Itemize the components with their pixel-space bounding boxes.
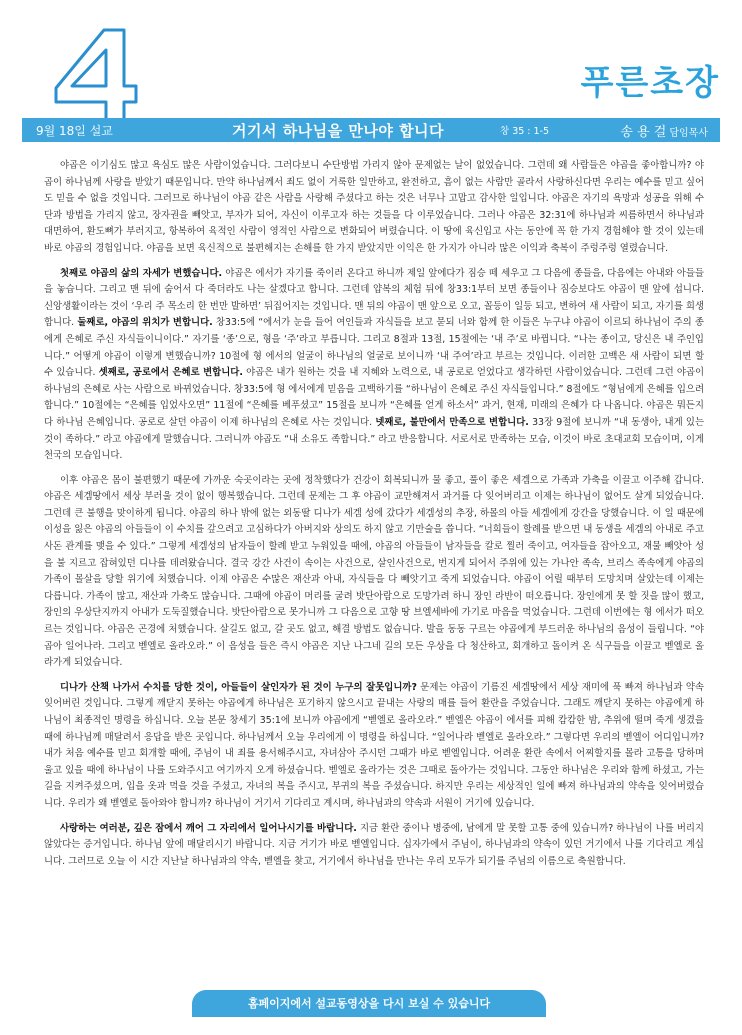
preacher-name: 송 용 걸 [620,124,667,140]
point-4-heading: 넷째로, 불만에서 만족으로 변합니다. [375,416,529,428]
preacher-role: 담임목사 [669,127,708,139]
paragraph-4-text: 문제는 야곱이 기름진 세겜땅에서 세상 재미에 푹 빠져 하나님과 약속 잊어버린 것입니다. 그렇게 깨닫지 못하는 야곱에게 하나님은 포기하지 않으시고 끝내는 사랑의 매를 들어 환란을 주었습니다. 그래도 깨닫지 못하는 야곱에게 하나님이 최종적인 명령을 하십니다. 오늘 본문 창세기 35:1에 보니까 야곱에게 “벧엘로 올라오라.” 벧엘은 야곱이 에서를 피해 캄캄한 밤, 추위에 떨며 죽게 생겼을 때에 하나님께 매달려서 응답을 받은 곳입니다. 하나님께서 오늘 우리에게 이 명령을 하십니다. “일어나라 벧엘로 올라오라.” 그렇다면 우리의 벧엘이 어디입니까? 내가 처음 예수를 믿고 회개할 때에, 주님이 내 죄를 용서해주시고, 자녀삼아 주시던 그때가 바로 벧엘입니다. 어려운 환란 속에서 어찌할지를 몰라 고통을 당하며 울고 있을 때에 하나님이 나를 도와주시고 여기까지 오게 하셨습니다. 벧엘로 올라가는 것은 그때로 돌아가는 것입니다. 그동안 하나님은 우리와 함께 하셨고, 가는 길을 지켜주셨으며, 입을 옷과 먹을 것을 주셨고, 자녀의 복을 주시고, 부귀의 복을 주셨습니다. 하지만 우리는 세상적인 일에 빠져 하나님과의 약속을 잊어버렸습니다. 우리가 왜 벧엘로 돌아와야 합니까? 하나님이 거기서 기다리고 계시며, 하나님과의 약속과 서원이 거기에 있습니다. [44,681,704,809]
point-3-heading: 셋째로, 공로에서 은혜로 변합니다. [98,367,243,379]
sermon-header-bar [22,118,720,142]
point-1-heading: 첫째로 야곱의 삶의 자세가 변했습니다. [60,267,223,279]
sermon-body [44,158,704,878]
point-1-text: 야곱은 에서가 자기를 죽이러 온다고 하니까 제일 앞에다가 짐승 떼 세우고 그 다음에 종들을, 다음에는 아내와 아들들을 놓습니다. 그리고 맨 뒤에 숨어서 다 죽더라도 나는 살겠다고 합니다. 그런데 얍복의 체험 뒤에 창33:1부터 보면 종들이나 짐승보다도 야곱이 맨 앞에 섭니다. 신앙생활이라는 것이 ‘우리 주 목소리 한 번만 발하면’ 뒤집어지는 것입니다. 맨 뒤의 야곱이 맨 앞으로 오고, 꼴등이 일등 되고, 변하여 새 사람이 되고, 자기를 희생합니다. [44,267,704,329]
scripture-reference: 창 35 : 1-5 [500,126,550,137]
paragraph-5-text: 지금 환란 중이나 병중에, 남에게 말 못할 고통 중에 있습니까? 하나님이 나를 버리지 않았다는 증거입니다. 하나님 앞에 매달리시기 바랍니다. 지금 거기가 바로 벧엘입니다. 십자가에서 주님이, 하나님과의 약속이 있던 거기에서 나를 기다리고 계십니다. 그러므로 오늘 이 시간 지난날 하나님과의 약속, 벧엘을 찾고, 거기에서 하나님을 만나는 우리 모두가 되기를 주님의 이름으로 축원합니다. [44,822,704,867]
sermon-date: 9월 18일 설교 [36,123,113,138]
homepage-notice-bar: 홈페이지에서 설교동영상을 다시 보실 수 있습니다 [192,990,546,1017]
paragraph-4 [44,680,704,813]
point-2-heading: 둘째로, 야곱의 위치가 변합니다. [77,317,213,329]
point-2-text: 창33:5에 “에서가 눈을 들어 여인들과 자식들을 보고 묻되 너와 함께 한 이들은 누구냐 야곱이 이르되 하나님이 주의 종에게 은혜로 주신 자식들이니이다.” 자기를 ‘종’으로, 형을 ‘주’라고 부릅니다. 그리고 8절과 13절, 15절에는 ‘내 주’로 바뀝니다. “나는 종이고, 당신은 내 주인입니다.” 어떻게 야곱이 이렇게 변했습니까? 10절에 형 에서의 얼굴이 하나님의 얼굴로 보이니까 ‘내 주여’라고 부르는 것입니다. 이러한 고백은 새 사람이 되면 할 수 있습니다. [44,317,704,379]
sermon-title: 거기서 하나님을 만나야 합니다 [232,121,445,140]
brand-title: 푸른초장 [580,63,720,103]
closing-heading: 사랑하는 여러분, 깊은 잠에서 깨어 그 자리에서 일어나시기를 바랍니다. [60,822,357,834]
paragraph-5 [44,821,704,871]
paragraph-2 [44,266,704,465]
paragraph-1: 야곱은 이기심도 많고 욕심도 많은 사람이었습니다. 그러다보니 수단방법 가리지 않아 문제없는 날이 없었습니다. 그런데 왜 사람들은 야곱을 좋아합니까? 야곱이 하나님께 사랑을 받았기 때문입니다. 만약 하나님께서 죄도 없이 거룩한 일만하고, 완전하고, 흠이 없는 사람만 골라서 사랑하신다면 우리는 예수를 믿고 싶어도 믿을 수 없을 것입니다. 그러므로 하나님이 야곱 같은 사람을 사랑해 주셨다고 하는 것은 너무나 고맙고 감사한 일입니다. 야곱은 자기의 욕망과 성공을 위해 수단과 방법을 가리지 않고, 장자권을 빼앗고, 부자가 되어, 자신이 이루고자 하는 것들을 다 이루었습니다. 그러나 야곱은 32:31에 하나님과 씨름하면서 하나님과 대면하여, 환도뼈가 부러지고, 항복하여 육적인 사람이 영적인 사람으로 변화되어 버렸습니다. 이 땅에 육신입고 사는 동안에 꼭 한 가지 경험해야 할 것이 있는데 바로 야곱의 경험입니다. 야곱을 보면 육신적으로 불편해지는 손해를 한 가지 받았지만 이익은 한 가지가 아니라 많은 이익과 축복이 주렁주렁 열렸습니다. [44,160,704,254]
paragraph-3: 이후 야곱은 몸이 불편했기 때문에 가까운 숙곳이라는 곳에 정착했다가 건강이 회복되니까 물 좋고, 풀이 좋은 세겜으로 가족과 가축을 이끌고 이주해 갑니다. 야곱은 세겜땅에서 세상 부러울 것이 없이 행복했습니다. 그런데 문제는 그 후 야곱이 교만해져서 과거를 다 잊어버리고 이제는 하나님이 없어도 살게 되었습니다. 그런데 큰 불행을 맞이하게 됩니다. 야곱의 하나 밖에 없는 외동딸 디나가 세겜 성에 갔다가 세겜성의 추장, 하몰의 아들 세겜에게 강간을 당했습니다. 이 일 때문에 이성을 잃은 야곱의 아들들이 이 수치를 갚으려고 고심하다가 아버지와 상의도 하지 않고 기만술을 씁니다. “너희들이 할례를 받으면 내 동생을 세겜의 아내로 주고 사돈 관계를 맺을 수 있다.” 그렇게 세겜성의 남자들이 할례 받고 누워있을 때에, 야곱의 아들들이 남자들을 칼로 찔러 죽이고, 여자들을 잡아오고, 재물 빼앗아 성을 불 지르고 잡혀있던 디나를 데려왔습니다. 결국 강간 사건이 속이는 사건으로, 살인사건으로, 번지게 되어서 주위에 있는 가나안 족속, 브리스 족속에게 야곱의 가족이 몰살을 당할 위기에 처했습니다. 이제 야곱은 수많은 재산과 아내, 자식들을 다 빼앗기고 죽게 되었습니다. 야곱이 어릴 때부터 도망치며 살았는데 이제는 다릅니다. 가족이 많고, 재산과 가축도 많습니다. 그때에 야곱이 머리를 굴려 밧단아람으로 도망가려 하니 장인 라반이 떠오릅니다. 장인에게 못 할 짓을 많이 했고, 장인의 우상단지까지 아내가 도둑질했습니다. 밧단아람으로 못가니까 그 다음으로 고향 땅 브엘세바에 가기로 마음을 먹었습니다. 그런데 이번에는 형 에서가 떠오르는 것입니다. 야곱은 곤경에 처했습니다. 살길도 없고, 갈 곳도 없고, 해결 방법도 없습니다. 발을 동동 구르는 야곱에게 부드러운 하나님의 음성이 들립니다. “야곱아 일어나라. 그리고 벧엘로 올라오라.” 이 음성을 들은 즉시 야곱은 지난 나그네 길의 모든 우상을 다 청산하고, 회개하고 돌이켜 온 식구들을 이끌고 벧엘로 올라가게 되었습니다. [44,474,704,669]
question-heading: 디나가 산책 나가서 수치를 당한 것이, 아들들이 살인자가 된 것이 누구의 잘못입니까? [60,681,417,693]
issue-number-text: 4 [94,95,96,97]
preacher [620,121,708,140]
point-3-text: 야곱은 내가 원하는 것을 내 지혜와 노력으로, 내 공로로 얻었다고 생각하던 사람이었습니다. 그런데 그런 야곱이 하나님의 은혜로 사는 사람으로 바뀌었습니다. 창33:5에 형 에서에게 믿음을 고백하기를 “하나님이 은혜로 주신 자식들입니다.” 8절에도 “형님에게 은혜를 입으려 합니다.” 10절에는 “은혜를 입었사오면” 11절에 “은혜를 베푸셨고” 15절을 보니까 “은혜를 얻게 하소서” 과거, 현재, 미래의 은혜가 다 나옵니다. 야곱은 뭐든지 다 하나님 은혜입니다. 공로로 살던 야곱이 이제 하나님의 은혜로 사는 것입니다. [44,367,704,428]
point-4-text: 33장 9절에 보니까 “내 동생아, 내게 있는 것이 족하다.” 라고 야곱에게 말했습니다. 그러니까 야곱도 “내 소유도 족합니다.” 라고 반응합니다. 서로서로 만족하는 모습, 이것이 바로 초대교회 모습이며, 이게 천국의 모습입니다. [44,416,705,462]
issue-number-graphic [52,26,138,126]
